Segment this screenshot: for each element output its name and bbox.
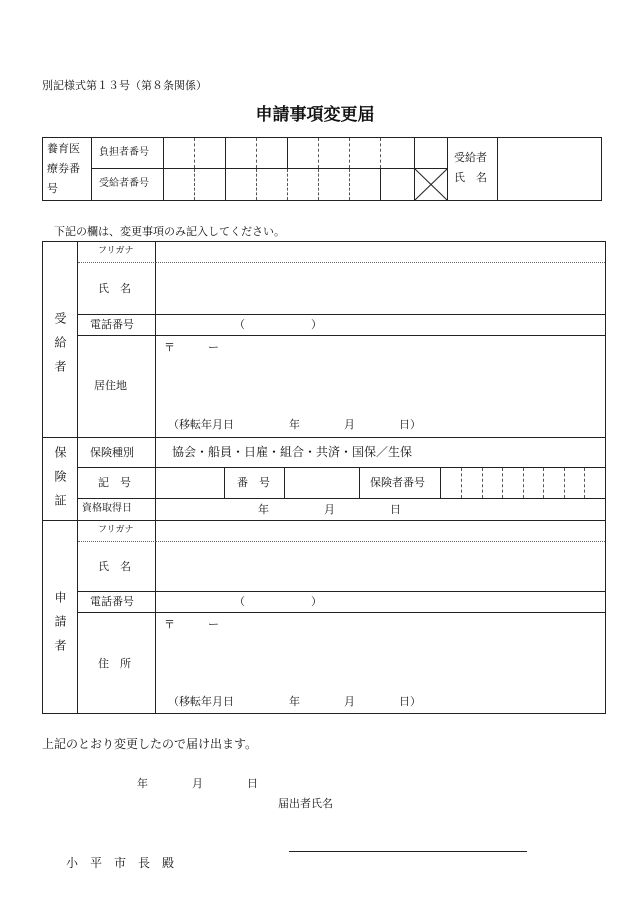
main-form [42,241,606,714]
applicant-phone-label-cell [78,592,156,613]
insurance-group-cell [43,438,78,520]
submitter-signature-line[interactable] [289,851,527,852]
applicant-move-date: （移転年月日 年 月 日） [168,695,421,708]
insurance-group-label: 保険証 [53,446,67,518]
insurance-symbol-input[interactable] [156,468,225,499]
applicant-group-cell [43,521,78,713]
submission-date: 年 月 日 [137,777,258,790]
acquired-date-label-cell [78,499,156,520]
recipient-name-input[interactable] [156,263,605,315]
applicant-phone-label: 電話番号 [90,595,134,608]
recipient-name-field[interactable] [498,138,601,200]
insurance-type-label-cell [78,438,156,468]
jukyusha-crossed-box [414,169,448,200]
insurance-number-label-cell [225,468,285,499]
recipient-name-label-1: 受給者 [454,151,487,164]
applicant-phone-paren: （ ） [234,595,322,608]
applicant-address-input[interactable] [156,613,605,713]
recipient-phone-input[interactable] [156,315,605,336]
recipient-postal-mark: 〒 ー [164,341,219,354]
futansha-label-cell [91,138,164,169]
insurance-symbol-label: 記 号 [98,476,131,489]
medical-ticket-label-1: 養育医 [47,142,80,155]
recipient-name-label-2: 氏 名 [454,171,487,184]
declaration-text: 上記のとおり変更したので届け出ます。 [42,737,258,751]
applicant-address-label: 住 所 [98,657,131,670]
applicant-group-label: 申請者 [53,591,67,663]
futansha-check-digit[interactable] [414,138,448,169]
recipient-phone-paren: （ ） [234,318,322,331]
medical-ticket-label-2: 療券番 [47,162,80,175]
medical-ticket-label-3: 号 [47,182,58,195]
top-table [42,137,602,201]
insurance-type-label: 保険種別 [90,446,134,459]
recipient-furigana-field[interactable] [156,242,605,263]
form-title: 申請事項変更届 [255,105,375,125]
jukyusha-label: 受給者番号 [99,178,149,189]
acquired-date-row: 年 月 日 [258,503,401,516]
recipient-address-label: 居住地 [94,379,127,392]
futansha-label: 負担者番号 [99,147,149,158]
insurer-number-label: 保険者番号 [370,476,425,489]
futansha-digit-boxes[interactable] [164,138,414,169]
recipient-group-label: 受給者 [53,312,67,384]
applicant-furigana-label: フリガナ [98,525,134,535]
insurance-symbol-label-cell [78,468,156,499]
recipient-furigana-label: フリガナ [98,246,134,256]
instruction-note: 下記の欄は、変更事項のみ記入してください。 [54,225,285,238]
insurance-number-input[interactable] [285,468,360,499]
applicant-name-label: 氏 名 [98,560,131,573]
recipient-address-label-cell [78,336,156,437]
recipient-phone-label-cell [78,315,156,336]
medical-ticket-label-cell [43,138,92,200]
insurance-type-options[interactable] [156,438,605,468]
insurer-number-digit-boxes[interactable] [441,468,605,499]
insurance-number-label: 番 号 [237,476,270,489]
insurance-type-options-text: 協会・船員・日雇・組合・共済・国保／生保 [172,445,413,459]
form-number: 別記様式第１３号（第８条関係） [42,79,207,92]
recipient-name-label-cell [447,138,498,200]
recipient-name-label: 氏 名 [98,282,131,295]
applicant-furigana-label-cell [78,521,156,542]
submitter-name-label: 届出者氏名 [278,797,333,810]
recipient-furigana-label-cell [78,242,156,263]
applicant-name-input[interactable] [156,542,605,592]
applicant-postal-mark: 〒 ー [164,618,219,631]
recipient-address-input[interactable] [156,336,605,437]
recipient-move-date: （移転年月日 年 月 日） [168,418,421,431]
recipient-group-cell [43,242,78,437]
insurer-number-label-cell [360,468,441,499]
addressee: 小 平 市 長 殿 [66,856,175,870]
applicant-phone-input[interactable] [156,592,605,613]
recipient-phone-label: 電話番号 [90,318,134,331]
applicant-address-label-cell [78,613,156,713]
acquired-date-label: 資格取得日 [82,503,132,514]
acquired-date-input[interactable] [156,499,605,520]
jukyusha-digit-boxes[interactable] [164,169,414,200]
applicant-name-cell [78,542,156,592]
jukyusha-label-cell [91,169,164,200]
applicant-furigana-field[interactable] [156,521,605,542]
cross-mark-icon [415,169,447,200]
recipient-name-cell [78,263,156,315]
